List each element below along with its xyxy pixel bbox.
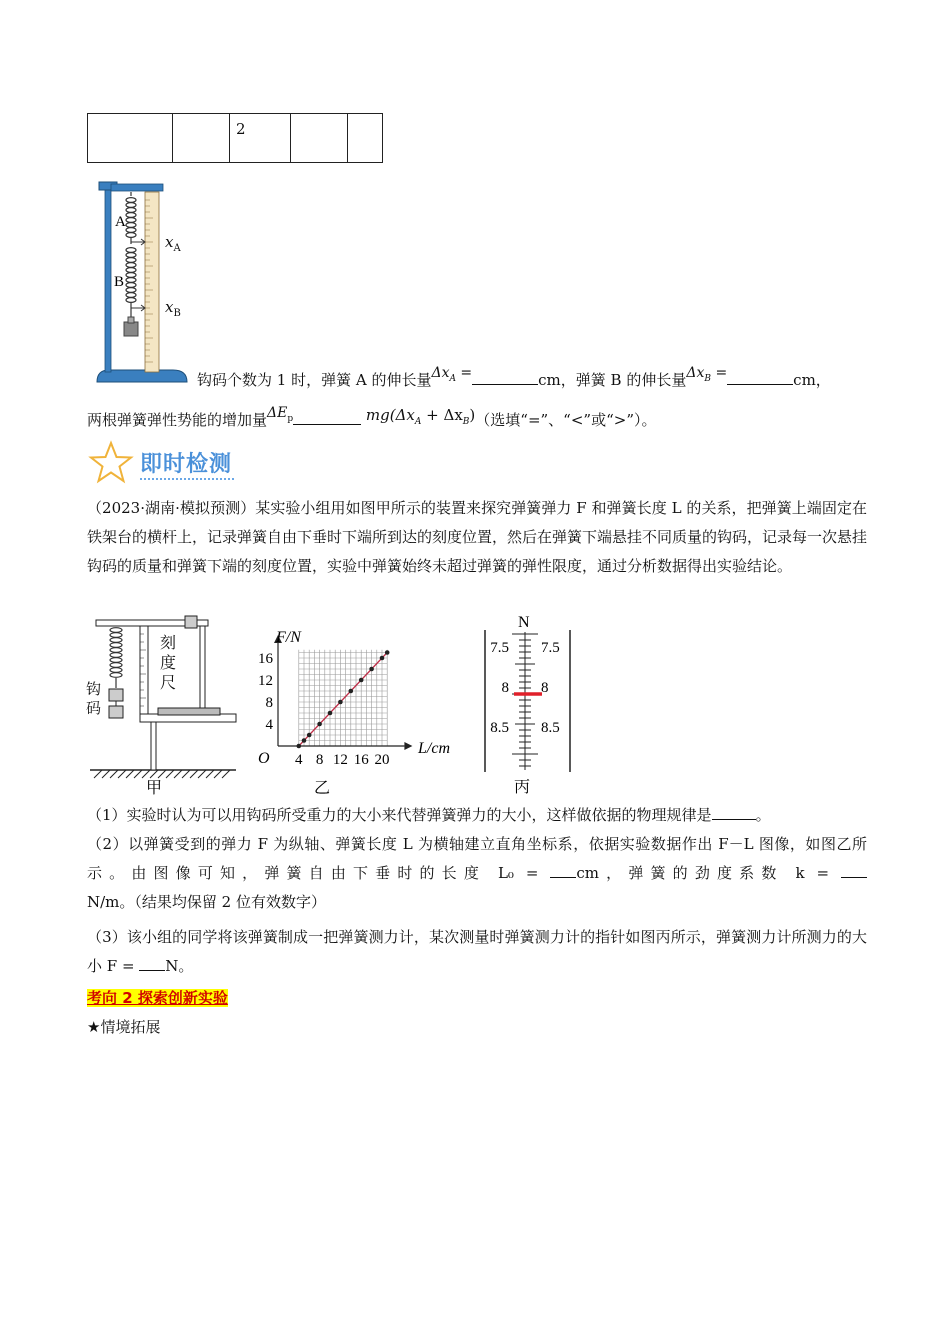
problem-intro: （2023·湖南·模拟预测）某实验小组用如图甲所示的装置来探究弹簧弹力 F 和弹簧长度 L 的关系，把弹簧上端固定在铁架台的横杆上，记录弹簧自由下垂时下端所到达的刻度位置，然后在弹簧下端悬挂不同质量的钩码，记录每一次悬挂钩码的质量和弹簧下端的刻度位置，实验中弹簧始终未超过弹簧的弹性限度，通过分析数据得出实验结论。 xyxy=(87,499,868,575)
answer-blank-l0[interactable] xyxy=(550,859,576,878)
chart-series xyxy=(297,650,390,748)
xa-label: $x_A$ xyxy=(165,233,181,254)
y-tick-label: 16 xyxy=(258,651,273,667)
answer-blank-q1[interactable] xyxy=(712,801,756,820)
spring-stand-figure xyxy=(95,160,195,388)
ruler-label: 刻度尺 xyxy=(160,633,177,692)
y-tick-label: 4 xyxy=(265,717,273,733)
answer-blank-compare[interactable] xyxy=(293,406,361,425)
scale-tick-label: 8 xyxy=(541,680,549,696)
figure-bing-caption: 丙 xyxy=(514,779,531,796)
table-cell xyxy=(173,114,230,163)
data-point xyxy=(297,744,302,749)
question-line-2: 两根弹簧弹性势能的增加量$\Delta E_p$ $mg(\Delta x_A + \Delta x_B)$（选填“=”、“<”或“>”）。 xyxy=(87,405,657,429)
data-point xyxy=(385,650,390,655)
weight-label: 钩码 xyxy=(86,680,102,717)
star-icon xyxy=(88,440,134,484)
answer-blank-f[interactable] xyxy=(139,952,165,971)
data-table xyxy=(87,113,383,163)
data-point xyxy=(338,700,343,705)
y-tick-label: 12 xyxy=(258,673,273,689)
data-point xyxy=(307,733,312,738)
y-tick-label: 8 xyxy=(265,695,273,711)
figure-jia-caption: 甲 xyxy=(146,780,163,797)
footer-heading: 考向 2 探索创新实验 xyxy=(87,989,228,1007)
x-tick-label: 20 xyxy=(374,752,390,768)
data-point xyxy=(369,667,374,672)
data-point xyxy=(349,689,354,694)
data-point xyxy=(302,738,307,743)
figure-bing-scale xyxy=(478,612,578,797)
table-cell xyxy=(88,114,173,163)
footer-subheading: ★情境拓展 xyxy=(87,1018,161,1036)
x-tick-label: 4 xyxy=(295,752,303,768)
table-row xyxy=(88,114,383,163)
x-axis-arrow xyxy=(404,742,412,750)
answer-blank-dxa[interactable] xyxy=(472,366,538,385)
scale-tick-label: 8.5 xyxy=(490,720,509,736)
chart-ylabel: F/N xyxy=(276,629,301,646)
table-cell xyxy=(348,114,383,163)
data-point xyxy=(317,722,322,727)
x-tick-label: 8 xyxy=(315,752,324,768)
table-cell xyxy=(291,114,348,163)
x-tick-label: 12 xyxy=(332,752,348,768)
table-cell: 2 xyxy=(230,114,291,163)
scale-unit: N xyxy=(518,614,530,631)
question-3: （3）该小组的同学将该弹簧制成一把弹簧测力计，某次测量时弹簧测力计的指针如图丙所示，弹簧测力计所测力的大小 F = N。 xyxy=(87,928,867,975)
section-title: 即时检测 xyxy=(140,452,233,477)
xb-label: $x_B$ xyxy=(165,298,181,319)
data-point xyxy=(328,711,333,716)
answer-blank-dxb[interactable] xyxy=(727,366,793,385)
figure-yi-caption: 乙 xyxy=(314,780,331,797)
scale-tick-label: 8 xyxy=(501,680,509,696)
chart-xlabel: L/cm xyxy=(418,740,450,757)
section-underline xyxy=(140,478,234,480)
scale-tick-label: 7.5 xyxy=(541,640,560,656)
chart-origin-label: O xyxy=(258,750,270,767)
figure-yi-chart xyxy=(248,622,463,797)
spring-b-label: B xyxy=(114,274,125,290)
answer-blank-k[interactable] xyxy=(841,859,867,878)
series-line xyxy=(299,653,387,747)
scale-tick-label: 8.5 xyxy=(541,720,560,736)
scale-tick-label: 7.5 xyxy=(490,640,509,656)
question-1: （1）实验时认为可以用钩码所受重力的大小来代替弹簧弹力的大小，这样做依据的物理规律是 。 xyxy=(87,801,867,830)
question-line-1: 钩码个数为 1 时，弹簧 A 的伸长量$\Delta x_A$ = cm，弹簧 B 的伸长量$\Delta x_B$ = cm， xyxy=(197,365,831,389)
data-point xyxy=(359,678,364,683)
x-tick-label: 16 xyxy=(353,752,369,768)
data-point xyxy=(380,656,385,661)
question-2: （2）以弹簧受到的弹力 F 为纵轴、弹簧长度 L 为横轴建立直角坐标系，依据实验数据作出 F－L 图像，如图乙所示。由图像可知，弹簧自由下垂时的长度 L₀ = cm，弹簧的劲度系数 k = N/m。（结果均保留 2 位有效数字） xyxy=(87,835,867,911)
spring-a-label: A xyxy=(115,214,126,230)
